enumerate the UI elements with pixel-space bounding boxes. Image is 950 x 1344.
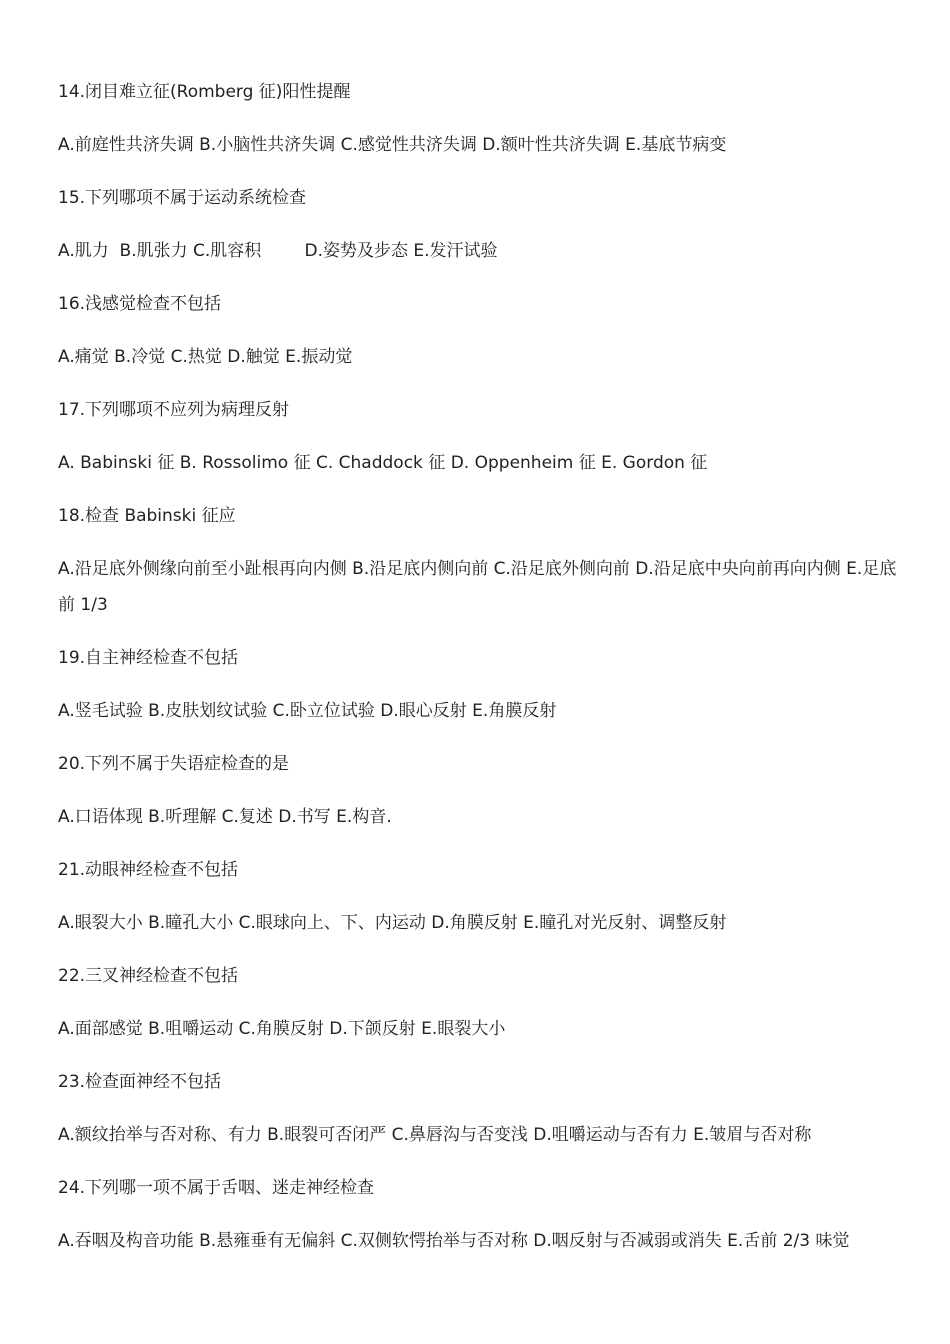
answer-options: A.口语体现 B.听理解 C.复述 D.书写 E.构音. <box>58 807 392 827</box>
answer-options: A.痛觉 B.冷觉 C.热觉 D.触觉 E.振动觉 <box>58 347 353 367</box>
question-item <box>58 746 898 835</box>
answer-options: A.吞咽及构音功能 B.悬雍垂有无偏斜 C.双侧软愕抬举与否对称 D.咽反射与否减弱或消失 E.舌前 2/3 味觉 <box>58 1231 850 1251</box>
question-item <box>58 958 898 1047</box>
answer-options: A. Babinski 征 B. Rossolimo 征 C. Chaddock 征 D. Oppenheim 征 E. Gordon 征 <box>58 453 708 473</box>
answer-options: A.竖毛试验 B.皮肤划纹试验 C.卧立位试验 D.眼心反射 E.角膜反射 <box>58 701 557 721</box>
question-item <box>58 392 898 481</box>
answer-options: A.沿足底外侧缘向前至小趾根再向内侧 B.沿足底内侧向前 C.沿足底外侧向前 D.沿足底中央向前再向内侧 E.足底前 1/3 <box>58 559 897 615</box>
question-text: 22.三叉神经检查不包括 <box>58 966 239 986</box>
question-item <box>58 74 898 163</box>
question-item <box>58 286 898 375</box>
question-item <box>58 852 898 941</box>
question-item <box>58 1170 898 1259</box>
question-item <box>58 498 898 623</box>
question-text: 15.下列哪项不属于运动系统检查 <box>58 188 307 208</box>
question-text: 24.下列哪一项不属于舌咽、迷走神经检查 <box>58 1178 375 1198</box>
question-item <box>58 640 898 729</box>
answer-options: A.前庭性共济失调 B.小脑性共济失调 C.感觉性共济失调 D.额叶性共济失调 E.基底节病变 <box>58 135 727 155</box>
question-text: 17.下列哪项不应列为病理反射 <box>58 400 290 420</box>
answer-options: A.肌力 B.肌张力 C.肌容积 D.姿势及步态 E.发汗试验 <box>58 241 498 261</box>
question-text: 14.闭目难立征(Romberg 征)阳性提醒 <box>58 82 351 102</box>
question-text: 19.自主神经检查不包括 <box>58 648 239 668</box>
question-item <box>58 1064 898 1153</box>
question-text: 23.检查面神经不包括 <box>58 1072 222 1092</box>
question-list <box>58 57 898 1276</box>
answer-options: A.眼裂大小 B.瞳孔大小 C.眼球向上、下、内运动 D.角膜反射 E.瞳孔对光反射、调整反射 <box>58 913 727 933</box>
answer-options: A.面部感觉 B.咀嚼运动 C.角膜反射 D.下颌反射 E.眼裂大小 <box>58 1019 506 1039</box>
question-item <box>58 180 898 269</box>
answer-options: A.额纹抬举与否对称、有力 B.眼裂可否闭严 C.鼻唇沟与否变浅 D.咀嚼运动与否有力 E.皱眉与否对称 <box>58 1125 812 1145</box>
question-text: 16.浅感觉检查不包括 <box>58 294 222 314</box>
question-text: 18.检查 Babinski 征应 <box>58 506 236 526</box>
question-text: 21.动眼神经检查不包括 <box>58 860 239 880</box>
question-text: 20.下列不属于失语症检查的是 <box>58 754 290 774</box>
